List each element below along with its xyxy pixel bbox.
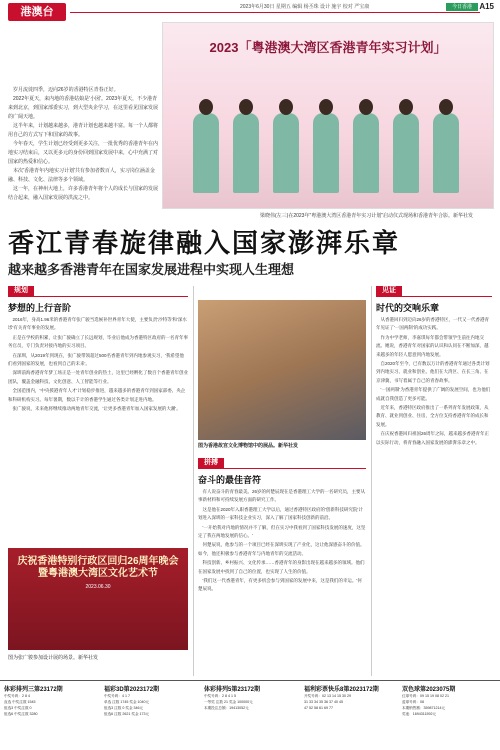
intro-paragraph: 岁月流徙四季，迈向26岁的香港特区青春正好。 [13, 87, 119, 93]
lottery-results: 中奖号码：2 8 4 1 5 一等奖 注数 21 奖金 100000元 本期投注总额：19413052元 [204, 694, 253, 710]
museum-photo-caption: 图为香港故宫文化博物馆中的展品。新华社发 [198, 443, 299, 449]
person-figure [193, 113, 219, 193]
section-logo: 港澳台 [8, 3, 66, 21]
article-body [198, 488, 366, 676]
body-paragraph: 近年来，香港特区政府推出了一系列青年发展政策，从教育、就业到创业、住房，全方位支持香港青年的成长和发展。 [376, 405, 489, 427]
event-poster [8, 548, 188, 650]
issue-meta: 2023年6月30日 星期五 编辑 杨丕珠 设计 施宇 校对 严宝康 [240, 4, 370, 10]
lottery-title: 福彩3D第2023172期 [104, 687, 160, 693]
body-paragraph: 作为中学老师，李嘉琪每年都会带领学生前往内地交流。她说，香港青年对国家的认识和认同在不断加深，越来越多的年轻人愿意到内地发展。 [376, 334, 489, 357]
lottery-box [204, 684, 300, 711]
body-paragraph: 张广骏说，未来他将继续推动两地青年交流，'让更多香港青年加入国家发展的大潮'。 [12, 406, 181, 412]
article-title: 奋斗的最佳音符 [198, 475, 262, 485]
body-paragraph: 正是在学校的积累，让张广骏确立了长远规划，毕业后他成为香港特区政府的一名青年事务官员，专门负责对接内地的实习项目。 [8, 334, 188, 349]
body-paragraph: 2016年，身高1.96米的香港青年张广骏当选候补世界青年大使，主要负责'沙特等'和'深水埗'有关青年事业的发展。 [8, 317, 187, 331]
intro-paragraph: 今年春天，学生计划已经受到更多关注，一批优秀的香港青年在内地实习结束后，又以更多元的身份回到国家发展中来，心中充满了对国家的热爱和信心。 [8, 141, 159, 165]
body-paragraph: '我们这一代香港青年，有更多机会参与到国家的发展中来，这是我们的幸运。'何楚辰说。 [198, 578, 362, 592]
section-label-jianzheng: 见证 [376, 286, 402, 296]
article-title: 时代的交响乐章 [376, 303, 440, 313]
lottery-results: 中奖号码：2 8 4 直选 中奖注数 1545 组选3 中奖注数 0 组选6 中奖注数 3280 [4, 694, 38, 716]
lottery-box [402, 684, 498, 717]
section-rule [8, 296, 188, 297]
body-paragraph: 在深圳，从2019年到现在，张广骏带领超过500名香港青年到内地参观实习，'我希望他们看到国家的发展，也看到自己的未来'。 [8, 352, 184, 367]
article-title: 梦想的上行音阶 [8, 303, 72, 313]
section-label-pinbo: 拼搏 [198, 458, 224, 468]
column-divider [193, 286, 194, 676]
body-paragraph: 在庆祝香港回归祖国26周年之际，越来越多香港青年正以实际行动，将青春融入国家发展的澎湃乐章之中。 [376, 431, 490, 445]
person-figure [273, 113, 299, 193]
person-figure [393, 113, 419, 193]
lottery-title: 体彩排列三第23172期 [4, 687, 63, 693]
body-paragraph: 深圳前海香港青年梦工场正是一处青年创业的热土，这里已经孵化了数百个香港青年创业团队，覆盖金融科技、文化创意、人工智能等行业。 [8, 370, 188, 384]
photo-caption: 梁晓伟(左三)在2023年"粤港澳大湾区香港青年实习计划"启动仪式现场和香港青年合影。新华社发 [260, 213, 474, 219]
body-paragraph: '一开始我对内地的情况并不了解，但在实习中我看到了国家科技发展的速度，这坚定了我在两地发展的信心。' [198, 524, 366, 539]
subheadline: 越来越多香港青年在国家发展进程中实现人生理想 [8, 262, 295, 277]
lottery-title: 体彩排列5第23172期 [204, 687, 261, 693]
body-paragraph: 从香港回归到迈向26岁的香港特区，一代又一代香港青年见证了'一国两制'的成功实践。 [376, 317, 490, 331]
body-paragraph: 这是他在2020年入职香港理工大学以后，通过香港特区政府的'创新科技研究院'计划进入深圳的一家科技企业实习，深入了解了国家科技创新的前沿。 [198, 506, 363, 521]
body-paragraph: '一国两制'为香港青年提供了广阔的发展空间，也为他们成就自我创造了更多可能。 [376, 387, 491, 401]
person-figure [233, 113, 259, 193]
lottery-results: 中奖号码：4 1 7 单选 注数 1745 奖金 1040元 组选3 注数 0 奖金 346元 组选6 注数 2621 奖金 173元 [104, 694, 150, 716]
poster-date: 2023.06.30 [85, 584, 111, 590]
group-of-people [193, 83, 463, 193]
poster-title: 庆祝香港特别行政区回归26周年晚会暨粤港澳大湾区文化艺术节 [17, 556, 179, 579]
article-body [8, 316, 188, 542]
person-figure [353, 113, 379, 193]
article-body [376, 316, 492, 676]
intro-paragraph: 这一年，在神州大地上，许多香港青年将个人的成长与国家的发展结合起来，融入国家发展的洪流之中。 [8, 186, 159, 201]
person-figure [313, 113, 339, 193]
headline: 香江青春旋律融入国家澎湃乐章 [8, 228, 401, 258]
intro-paragraph: 2022年夏天，来内地的香港姑娘是'小囡'。2023年夏天，不少港青来到北京，到国家部委实习，到大型央企学习，在这里看见国家发展的广阔天地。 [8, 96, 159, 120]
intro-text [8, 86, 158, 203]
lottery-box [4, 684, 100, 717]
section-rule [376, 296, 492, 297]
lottery-title: 双色球第2023075期 [402, 687, 456, 693]
body-paragraph: 科技创新、乡村振兴、文化传承……香港青年的身影出现在越来越多的领域。他们在国家发展中找到了自己的位置，也实现了人生的价值。 [198, 560, 365, 574]
intro-paragraph: 本次'香港青年内地实习计划'共有参加者数百人，实习岗位涵盖金融、科技、文化、法律等多个领域。 [8, 168, 155, 183]
footer-rule [0, 680, 500, 681]
body-paragraph: 自2020年至今，已有数以万计的香港青年通过各类计划到内地实习、就业和创业。他们在大湾区、在长三角、在京津冀，书写着属于自己的青春故事。 [376, 361, 490, 383]
section-rule [198, 468, 366, 469]
masthead-rule [70, 12, 480, 13]
body-paragraph: 全国范围内，'中央援港青年人才'计划稳步推进，越来越多的香港青年到国家部委、央企和科研机构实习。每年暑期，数以千计的香港学生通过各类计划走进内地。 [8, 388, 186, 402]
page-number: A15 [479, 2, 494, 11]
lottery-box [304, 684, 400, 711]
lottery-title: 福利彩票快乐8第2023172期 [304, 687, 379, 693]
body-paragraph: 何楚辰说，他参与的一个项目已经在深圳实现了产业化，这让他深感奋斗的价值。如今，他还积极参与香港青年与内地青年的交流活动。 [198, 542, 365, 556]
intro-paragraph: 这半年来，计划越来越多，港青计划也越来越丰富。每一个人都将用自己的方式写下和国家的故事。 [8, 123, 159, 138]
lottery-results: 开奖号码：02 13 14 15 30 29 31 33 34 35 36 37 40 45 47 52 58 61 69 77 [304, 694, 351, 710]
museum-photo [198, 300, 366, 440]
poster-caption: 图为张广骏参加设计展的场景。新华社发 [8, 655, 99, 661]
lottery-results: 红球号码：09 15 19 08 02 21 蓝球号码：08 本期销售额：359871214元 奖池：1694311592元 [402, 694, 449, 716]
section-label-guihua: 规划 [8, 286, 34, 296]
body-paragraph: 有人说奋斗的青春最美。26岁的何楚辰现在是香港理工大学的一名研究员，主要从事新材料和可持续发展方面的研究工作。 [198, 489, 366, 503]
edition-badge: 今日香港 [446, 3, 478, 11]
photo-banner-text: 2023「粤港澳大湾区香港青年实习计划」 [209, 40, 447, 55]
person-figure [433, 113, 459, 193]
column-divider [371, 286, 372, 676]
main-photo [162, 22, 494, 209]
lottery-box [104, 684, 200, 717]
